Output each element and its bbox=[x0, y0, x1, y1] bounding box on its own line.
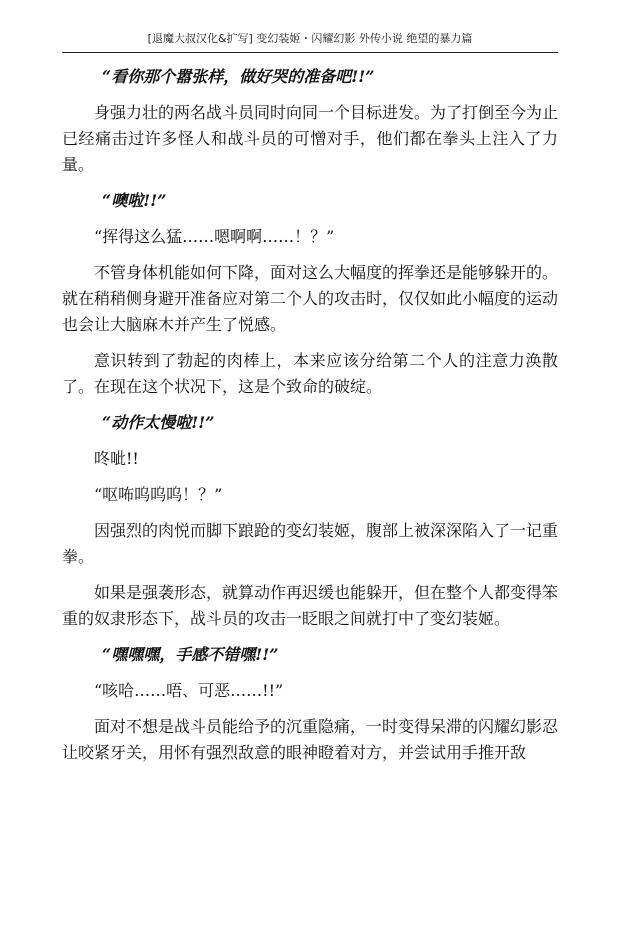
paragraph-dialogue: “嘿嘿嘿，手感不错嘿!!” bbox=[102, 645, 279, 664]
paragraph: “咳哈……唔、可恶……!!” bbox=[94, 681, 284, 700]
paragraph: 身强力壮的两名战斗员同时向同一个目标进发。为了打倒至今为止已经痛击过许多怪人和战斗员的可憎对手，他们都在拳头上注入了力量。 bbox=[62, 103, 559, 174]
paragraph: 不管身体机能如何下降，面对这么大幅度的挥拳还是能够躲开的。就在稍稍侧身避开准备应对第二个人的攻击时，仅仅如此小幅度的运动也会让大脑麻木并产生了悦感。 bbox=[62, 263, 559, 334]
page-header bbox=[62, 30, 558, 53]
paragraph: 如果是强袭形态，就算动作再迟缓也能躲开，但在整个人都变得笨重的奴隶形态下，战斗员的攻击一眨眼之间就打中了变幻装姬。 bbox=[62, 583, 559, 628]
header-title: [退魔大叔汉化&扩写] 变幻装姬・闪耀幻影 外传小说 绝望的暴力篇 bbox=[147, 32, 473, 45]
paragraph: “挥得这么猛……嗯啊啊……！？” bbox=[94, 227, 335, 246]
paragraph-dialogue: “动作太慢啦!!” bbox=[102, 413, 215, 432]
document-body bbox=[62, 64, 558, 776]
paragraph: 因强烈的肉悦而脚下踉跄的变幻装姬，腹部上被深深陷入了一记重拳。 bbox=[62, 521, 559, 566]
paragraph: “呕咘呜呜呜！？” bbox=[94, 485, 223, 504]
paragraph: 意识转到了勃起的肉棒上，本来应该分给第二个人的注意力涣散了。在现在这个状况下，这是个致命的破绽。 bbox=[62, 351, 558, 396]
paragraph: 咚呲!! bbox=[94, 449, 139, 468]
paragraph-dialogue: “看你那个嚣张样，做好哭的准备吧!!” bbox=[102, 67, 375, 86]
paragraph-dialogue: “噢啦!!” bbox=[102, 191, 167, 210]
paragraph: 面对不想是战斗员能给予的沉重隐痛，一时变得呆滞的闪耀幻影忍让咬紧牙关，用怀有强烈敌意的眼神瞪着对方，并尝试用手推开敌 bbox=[62, 717, 559, 762]
